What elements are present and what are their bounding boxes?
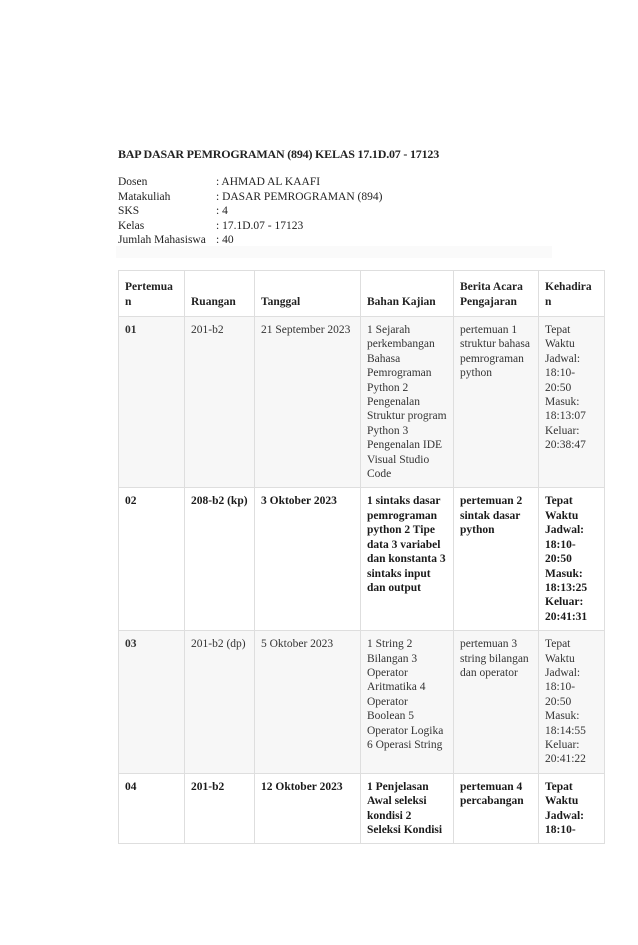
page-bottom-margin: [0, 855, 638, 945]
header-ruangan: Ruangan: [185, 271, 255, 317]
cell-berita-acara: pertemuan 2 sintak dasar python: [454, 488, 539, 631]
cell-ruangan: 201-b2 (dp): [185, 631, 255, 774]
meta-row-matakuliah: [118, 190, 382, 205]
meta-row-sks: [118, 204, 382, 219]
meta-label: Matakuliah: [118, 190, 171, 203]
divider-band: [116, 246, 552, 258]
meta-value: : 17.1D.07 - 17123: [216, 219, 304, 232]
header-berita-acara: Berita Acara Pengajaran: [454, 271, 539, 317]
meta-value: : 4: [216, 205, 228, 217]
cell-ruangan: 208-b2 (kp): [185, 488, 255, 631]
page-title: BAP DASAR PEMROGRAMAN (894) KELAS 17.1D.07 - 17123: [118, 147, 439, 161]
meta-row-dosen: [118, 175, 382, 190]
cell-ruangan: 201-b2: [185, 773, 255, 844]
cell-pertemuan: 04: [119, 773, 185, 844]
cell-tanggal: 12 Oktober 2023: [255, 773, 361, 844]
cell-bahan-kajian: 1 sintaks dasar pemrograman python 2 Tipe data 3 variabel dan konstanta 3 sintaks input dan output: [361, 488, 454, 631]
meta-label: Dosen: [118, 176, 148, 188]
cell-berita-acara: pertemuan 3 string bilangan dan operator: [454, 631, 539, 774]
cell-kehadiran: Tepat Waktu Jadwal: 18:10-20:50 Masuk: 18:13:07 Keluar: 20:38:47: [539, 317, 605, 488]
meta-label: SKS: [118, 205, 140, 217]
cell-kehadiran: Tepat Waktu Jadwal: 18:10-20:50 Masuk: 18:13:25 Keluar: 20:41:31: [539, 488, 605, 631]
cell-kehadiran: Tepat Waktu Jadwal: 18:10-: [539, 773, 605, 844]
cell-pertemuan: 02: [119, 488, 185, 631]
header-kehadiran: Kehadiran: [539, 271, 605, 317]
table-row: [119, 317, 605, 488]
header-pertemuan: Pertemuan: [119, 271, 185, 317]
bap-table: [118, 270, 605, 844]
table-row: [119, 488, 605, 631]
cell-tanggal: 5 Oktober 2023: [255, 631, 361, 774]
cell-ruangan: 201-b2: [185, 317, 255, 488]
header-tanggal: Tanggal: [255, 271, 361, 317]
cell-tanggal: 3 Oktober 2023: [255, 488, 361, 631]
cell-berita-acara: pertemuan 4 percabangan: [454, 773, 539, 844]
meta-value: : DASAR PEMROGRAMAN (894): [216, 190, 383, 203]
cell-kehadiran: Tepat Waktu Jadwal: 18:10-20:50 Masuk: 18:14:55 Keluar: 20:41:22: [539, 631, 605, 774]
cell-pertemuan: 03: [119, 631, 185, 774]
meta-label: Jumlah Mahasiswa: [118, 234, 206, 246]
header-bahan-kajian: Bahan Kajian: [361, 271, 454, 317]
cell-bahan-kajian: 1 String 2 Bilangan 3 Operator Aritmatika 4 Operator Boolean 5 Operator Logika 6 Operasi String: [361, 631, 454, 774]
meta-value: : AHMAD AL KAAFI: [216, 176, 321, 188]
table-row: [119, 631, 605, 774]
meta-label: Kelas: [118, 219, 145, 232]
meta-value: : 40: [216, 234, 234, 246]
meta-block: [118, 175, 382, 248]
table-header-row: [119, 271, 605, 317]
cell-bahan-kajian: 1 Sejarah perkembangan Bahasa Pemrograman Python 2 Pengenalan Struktur program Python 3 Pengenalan IDE Visual Studio Code: [361, 317, 454, 488]
table-row: [119, 773, 605, 844]
cell-berita-acara: pertemuan 1 struktur bahasa pemrograman python: [454, 317, 539, 488]
cell-pertemuan: 01: [119, 317, 185, 488]
meta-row-kelas: [118, 219, 382, 234]
cell-tanggal: 21 September 2023: [255, 317, 361, 488]
cell-bahan-kajian: 1 Penjelasan Awal seleksi kondisi 2 Seleksi Kondisi: [361, 773, 454, 844]
